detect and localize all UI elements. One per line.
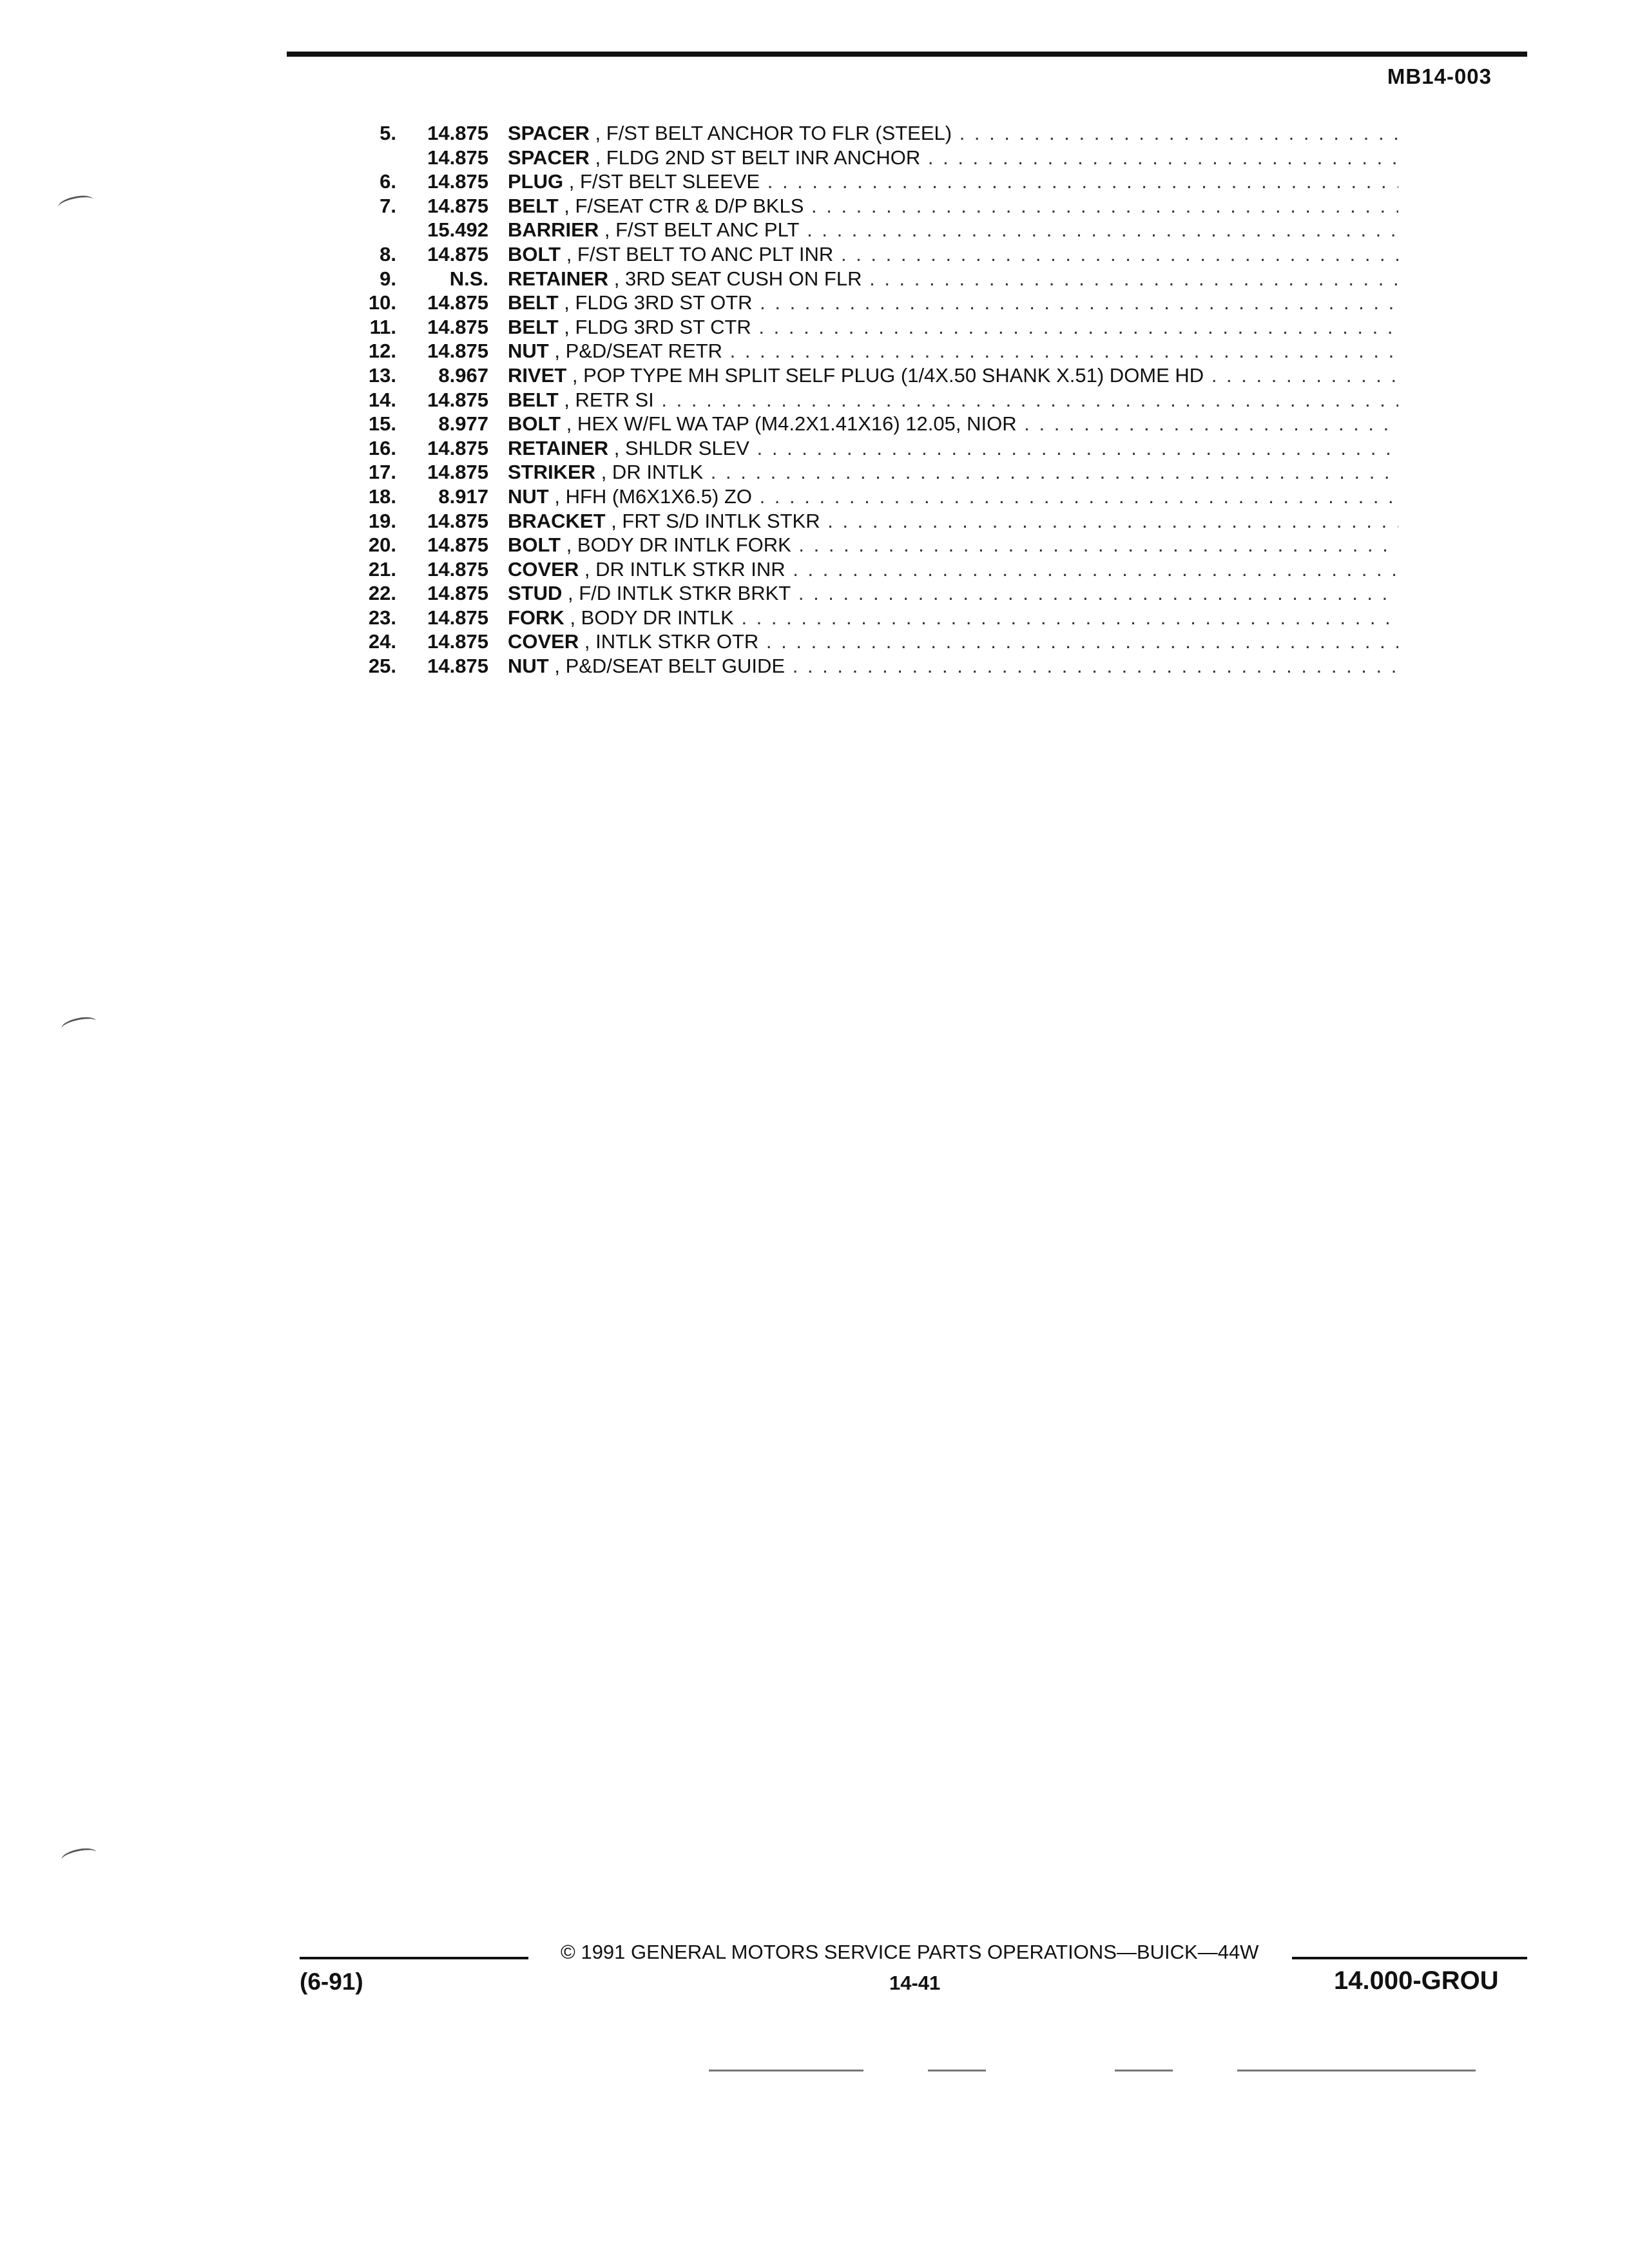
part-description (508, 363, 1398, 388)
parts-row (335, 146, 1398, 170)
part-detail: , F/ST BELT ANC PLT (604, 218, 800, 242)
parts-row (335, 654, 1398, 678)
group-number: N.S. (449, 267, 488, 290)
part-detail: , F/SEAT CTR & D/P BKLS (564, 194, 804, 217)
parts-row (335, 485, 1398, 509)
group-number: 14.875 (427, 146, 488, 169)
group-number: 14.875 (427, 291, 488, 314)
group-number: 14.875 (427, 533, 488, 557)
part-description (508, 121, 1398, 146)
group-number: 14.875 (427, 122, 488, 144)
part-name: BOLT (508, 533, 561, 557)
part-detail: , P&D/SEAT BELT GUIDE (554, 655, 786, 678)
ref-number: 24. (368, 630, 396, 653)
part-detail: , INTLK STKR OTR (584, 630, 759, 653)
part-description (508, 388, 1398, 412)
ref-number: 9. (380, 267, 396, 290)
part-name: RETAINER (508, 267, 609, 290)
ref-number: 13. (368, 363, 396, 387)
group-number: 14.875 (427, 388, 488, 411)
parts-row (335, 242, 1398, 267)
part-name: BELT (508, 291, 559, 314)
part-detail: , RETR SI (564, 388, 654, 411)
scan-line (1115, 2070, 1173, 2071)
parts-row (335, 533, 1398, 557)
parts-row (335, 460, 1398, 485)
revision-date: (6-91) (300, 1968, 363, 1995)
part-detail: , FRT S/D INTLK STKR (611, 509, 820, 532)
part-name: BELT (508, 315, 559, 338)
part-description (508, 194, 1398, 218)
header-rule (287, 52, 1527, 57)
part-description (508, 315, 1398, 340)
ref-number: 10. (368, 291, 396, 314)
parts-row (335, 412, 1398, 436)
part-name: STUD (508, 582, 563, 605)
part-detail: , HEX W/FL WA TAP (M4.2X1.41X16) 12.05, NIOR (566, 412, 1017, 436)
parts-row (335, 267, 1398, 291)
parts-row (335, 291, 1398, 315)
ref-number: 14. (368, 388, 396, 411)
scan-mark (60, 1846, 97, 1867)
part-name: BOLT (508, 242, 561, 265)
group-number: 15.492 (427, 218, 488, 242)
part-name: NUT (508, 655, 549, 678)
part-name: RIVET (508, 363, 567, 387)
part-name: COVER (508, 630, 579, 653)
parts-row (335, 629, 1398, 654)
parts-row (335, 194, 1398, 218)
group-number: 8.917 (438, 485, 488, 508)
part-description (508, 218, 1398, 242)
ref-number: 11. (369, 315, 396, 338)
parts-row (335, 363, 1398, 388)
parts-list (335, 121, 1398, 678)
group-number: 8.977 (438, 412, 488, 436)
part-detail: , F/D INTLK STKR BRKT (568, 582, 791, 605)
scan-mark (60, 1015, 97, 1035)
part-detail: , F/ST BELT SLEEVE (568, 170, 760, 193)
ref-number: 25. (368, 655, 396, 678)
part-detail: , 3RD SEAT CUSH ON FLR (613, 267, 862, 290)
part-name: SPACER (508, 122, 590, 144)
part-detail: , FLDG 3RD ST OTR (564, 291, 753, 314)
part-description (508, 485, 1398, 509)
group-number: 14.875 (427, 194, 488, 217)
page-number: 14-41 (889, 1972, 941, 1994)
part-detail: , BODY DR INTLK (570, 606, 734, 629)
part-name: COVER (508, 557, 579, 581)
group-code: 14.000-GROU (1334, 1966, 1499, 1995)
parts-row (335, 218, 1398, 242)
ref-number: 22. (368, 582, 396, 605)
ref-number: 6. (380, 170, 396, 193)
footer-rule-right (1292, 1957, 1527, 1959)
part-name: BARRIER (508, 218, 599, 242)
part-detail: , FLDG 3RD ST CTR (564, 315, 751, 338)
group-number: 14.875 (427, 170, 488, 193)
group-number: 14.875 (427, 557, 488, 581)
scan-line (928, 2070, 986, 2071)
ref-number: 19. (368, 509, 396, 532)
part-description (508, 629, 1398, 654)
part-detail: , BODY DR INTLK FORK (566, 533, 791, 557)
parts-row (335, 315, 1398, 340)
ref-number: 12. (368, 340, 396, 363)
part-detail: , FLDG 2ND ST BELT INR ANCHOR (595, 146, 921, 169)
part-name: STRIKER (508, 461, 596, 484)
group-number: 14.875 (427, 340, 488, 363)
ref-number: 16. (368, 436, 396, 459)
ref-number: 23. (368, 606, 396, 629)
part-name: BRACKET (508, 509, 606, 532)
ref-number: 20. (368, 533, 396, 557)
ref-number: 15. (368, 412, 396, 436)
page-code: MB14-003 (1387, 64, 1492, 88)
group-number: 14.875 (427, 436, 488, 459)
group-number: 14.875 (427, 630, 488, 653)
ref-number: 21. (368, 557, 396, 581)
part-name: BELT (508, 388, 559, 411)
group-number: 14.875 (427, 606, 488, 629)
part-detail: , POP TYPE MH SPLIT SELF PLUG (1/4X.50 SHANK X.51) DOME HD (572, 363, 1204, 387)
part-description (508, 339, 1398, 363)
group-number: 14.875 (427, 242, 488, 265)
parts-row (335, 509, 1398, 533)
parts-row (335, 557, 1398, 582)
part-description (508, 267, 1398, 291)
part-description (508, 146, 1398, 170)
part-name: RETAINER (508, 436, 609, 459)
group-number: 14.875 (427, 509, 488, 532)
group-number: 14.875 (427, 655, 488, 678)
part-description (508, 654, 1398, 678)
part-description (508, 581, 1398, 606)
ref-number: 8. (380, 242, 396, 265)
part-name: FORK (508, 606, 564, 629)
parts-row (335, 169, 1398, 194)
parts-row (335, 121, 1398, 146)
part-description (508, 291, 1398, 315)
group-number: 14.875 (427, 315, 488, 338)
part-description (508, 242, 1398, 267)
ref-number: 5. (380, 122, 396, 144)
part-name: PLUG (508, 170, 564, 193)
group-number: 14.875 (427, 582, 488, 605)
part-description (508, 533, 1398, 557)
part-detail: , HFH (M6X1X6.5) ZO (554, 485, 752, 508)
part-description (508, 460, 1398, 485)
scan-mark (57, 193, 94, 214)
part-description (508, 412, 1398, 436)
part-detail: , DR INTLK (601, 461, 704, 484)
part-description (508, 606, 1398, 630)
part-detail: , DR INTLK STKR INR (584, 557, 786, 581)
part-detail: , F/ST BELT ANCHOR TO FLR (STEEL) (595, 122, 952, 144)
part-detail: , P&D/SEAT RETR (554, 340, 723, 363)
parts-row (335, 606, 1398, 630)
part-name: SPACER (508, 146, 590, 169)
parts-row (335, 436, 1398, 461)
part-name: BELT (508, 194, 559, 217)
part-description (508, 557, 1398, 582)
group-number: 14.875 (427, 461, 488, 484)
ref-number: 18. (368, 485, 396, 508)
ref-number: 17. (368, 461, 396, 484)
group-number: 8.967 (438, 363, 488, 387)
part-description (508, 509, 1398, 533)
scan-line (1237, 2070, 1476, 2071)
part-detail: , SHLDR SLEV (613, 436, 749, 459)
parts-row (335, 581, 1398, 606)
ref-number: 7. (380, 194, 396, 217)
part-description (508, 169, 1398, 194)
copyright-line: © 1991 GENERAL MOTORS SERVICE PARTS OPERATIONS—BUICK—44W (561, 1941, 1259, 1963)
part-description (508, 436, 1398, 461)
part-name: BOLT (508, 412, 561, 436)
part-name: NUT (508, 485, 549, 508)
part-detail: , F/ST BELT TO ANC PLT INR (566, 242, 834, 265)
parts-row (335, 388, 1398, 412)
parts-row (335, 339, 1398, 363)
scan-line (709, 2070, 863, 2071)
footer-rule-left (300, 1957, 528, 1959)
part-name: NUT (508, 340, 549, 363)
